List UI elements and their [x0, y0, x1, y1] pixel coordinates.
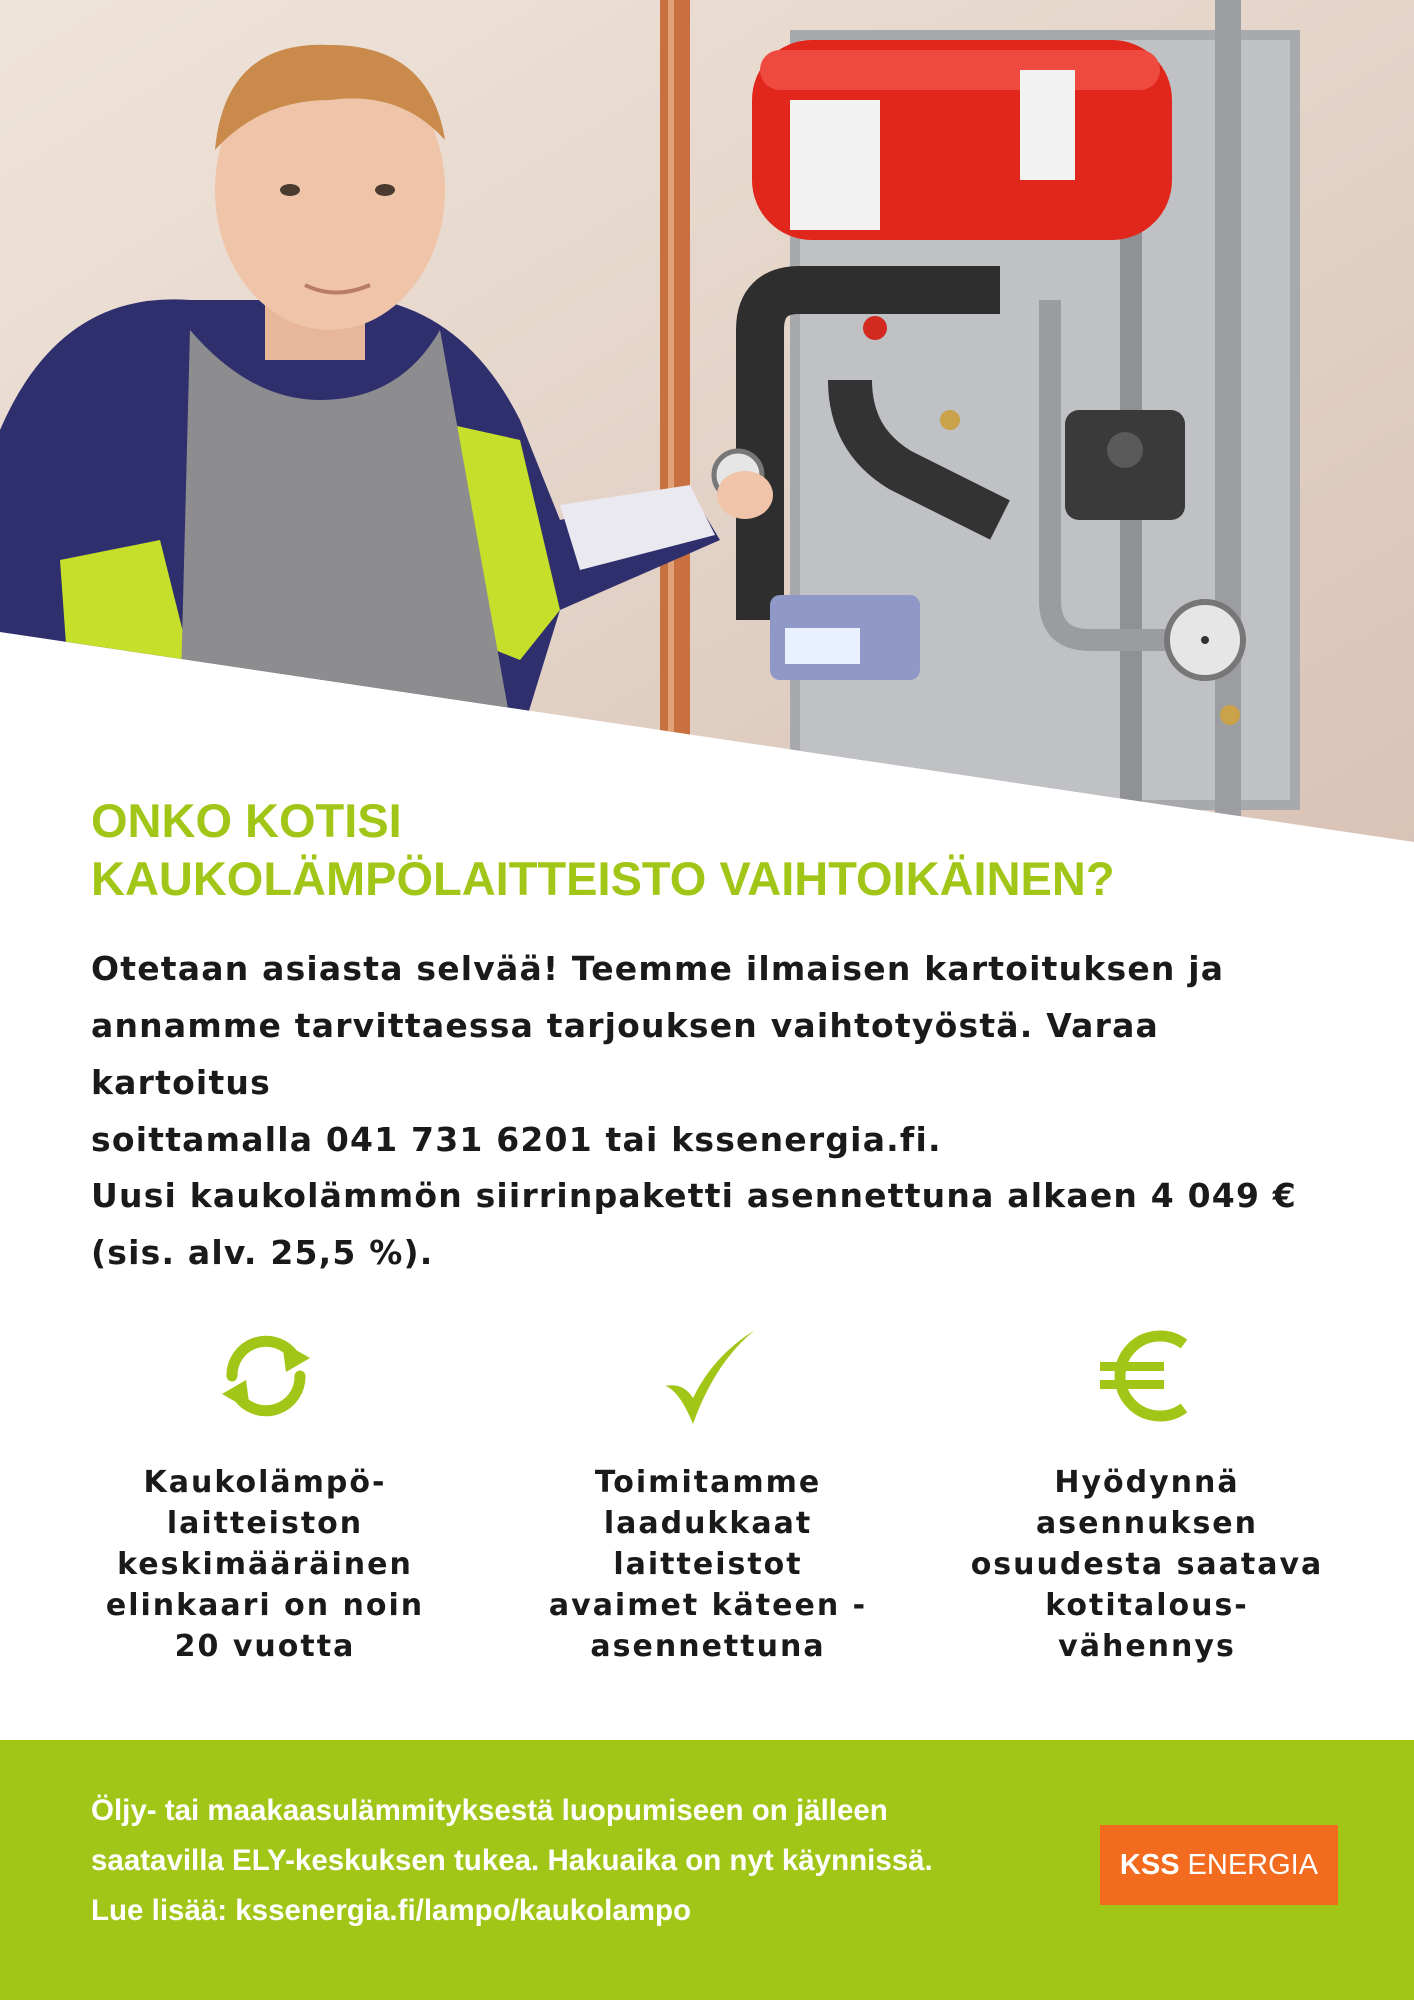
intro-line-3: soittamalla 041 731 6201 tai kssenergia.fi.: [91, 1120, 942, 1159]
headline: [91, 792, 1341, 908]
intro-paragraph: [91, 940, 1351, 1168]
hero-photo: [0, 0, 1414, 850]
checkmark-icon: [653, 1320, 763, 1430]
headline-line-2: KAUKOLÄMPÖLAITTEISTO VAIHTOIKÄINEN?: [91, 852, 1115, 905]
refresh-icon: [210, 1320, 320, 1430]
intro-line-2: annamme tarvittaessa tarjouksen vaihtotyöstä. Varaa kartoitus: [91, 1006, 1160, 1102]
price-paragraph: [91, 1167, 1351, 1281]
intro-line-1: Otetaan asiasta selvää! Teemme ilmaisen kartoituksen ja: [91, 949, 1225, 988]
kss-energia-logo: [1100, 1825, 1338, 1905]
feature-lifecycle-text: Kaukolämpö- laitteiston keskimääräinen elinkaari on noin 20 vuotta: [105, 1465, 425, 1664]
technician-photo-illustration: [0, 0, 1414, 850]
price-line-1: Uusi kaukolämmön siirrinpaketti asennettuna alkaen 4 049 €: [91, 1176, 1297, 1215]
feature-tax-deduction-text: Hyödynnä asennuksen osuudesta saatava kotitalous- vähennys: [970, 1465, 1324, 1664]
feature-tax-deduction: [957, 1320, 1337, 1667]
headline-line-1: ONKO KOTISI: [91, 794, 402, 847]
footer-text: Öljy- tai maakaasulämmityksestä luopumiseen on jälleen saatavilla ELY-keskuksen tukea. Hakuaika on nyt käynnissä. Lue lisää: kssenergia.fi/lampo/kaukolampo: [91, 1794, 933, 1927]
logo-bold-text: KSS: [1119, 1848, 1180, 1881]
feature-lifecycle: [75, 1320, 455, 1667]
footer-banner: [0, 1740, 1414, 2000]
logo-regular-text: ENERGIA: [1187, 1848, 1319, 1881]
euro-icon: [1092, 1320, 1202, 1430]
feature-turnkey-text: Toimitamme laadukkaat laitteistot avaimet käteen - asennettuna: [548, 1465, 868, 1664]
price-line-2: (sis. alv. 25,5 %).: [91, 1233, 434, 1272]
feature-turnkey: [518, 1320, 898, 1667]
